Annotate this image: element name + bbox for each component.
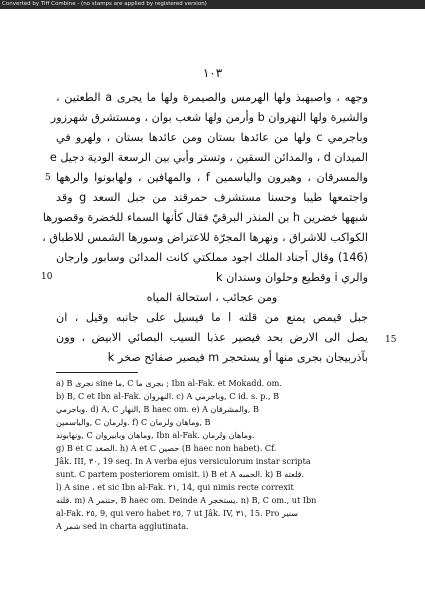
footnote-line: والياسمين, C ولرمان. f) C وماهان ولرمان, B (56, 417, 211, 427)
page-number: ١٠٣ (202, 66, 223, 80)
converter-watermark: Converted by Tiff Combine - (no stamps are applied by registered version) (0, 0, 425, 9)
footnote-line: sunt. C partem posteriorem omisit. i) B et A الحمبه. k) B قلعته. (56, 469, 305, 479)
footnote-line: b) B, C et Ibn al-Fak. النهروان. c) A وباجرمي, C id. s. p., B (56, 391, 280, 401)
text-line: والمسرقان ، وهيرون والياسمين f ، والمهافين ، ولهابونوا والرهها (56, 171, 368, 184)
text-line: والشيرة ولها النهروان b وأرمن ولها شعب بوان ، ومستشرق شهرزور (50, 111, 368, 124)
footnote-line: وباجرمي. d) A, C النهار, B haec om. e) A والمشرقان, B (56, 404, 259, 414)
text-line: الكواكب للاشراق ، ونهرها المجرّة للاعتراض وسورها الشمس للاطباق ، (42, 231, 368, 244)
text-line: شبهها خضرين h بن المنذر البرقيّ فقال كأنها السماء للخضرة وقصورها (42, 211, 368, 224)
footnote-line: Jâk. III, ٣٠, 19 seq. In A verba ejus versiculorum instar scripta (56, 456, 311, 466)
footnote-line: قلته. m) A حتنمر, B haec om. Deinde A يستخجر. n) B, C om., ut Ibn (56, 495, 317, 505)
footnote-separator (56, 372, 138, 373)
margin-line-number: 10 (41, 272, 53, 282)
text-line: بآذربيجان بجرى منها أو يستحجر m فيصير صفائح صخر k (107, 351, 368, 364)
margin-line-number: 15 (385, 335, 397, 345)
section-heading: ومن عجائب ، استحالة المياه (146, 291, 278, 304)
text-line: جبل قيمص يمنع من قلته l ما فيسيل على جانبه وقيل ، ان (56, 311, 368, 324)
margin-line-number: 5 (45, 173, 51, 183)
text-line: وباجرمي c ولها من عائدها بستان ومن عائدها بستان ، ولهرو في (56, 131, 368, 144)
text-line: وجهه ، واصبهبذ ولها الهرمس والصيمرة ولها ما يجرى a الطعتين ، (56, 91, 368, 104)
footnote-line: g) B et C الصغد. h) A et C حصين (B haec non habet). Cf. (56, 443, 277, 453)
footnote-line: al-Fak. ٢٥, 9, qui vero habet ٢٥, 7 ut Jâk. IV, ٣١, 15. Pro سنير (56, 508, 299, 518)
footnote-line: A شمر sed in charta agglutinata. (56, 521, 189, 531)
text-line: والري i وقطيع وحلوان وسندان k (216, 271, 368, 284)
text-line: يصل الى الارض بحد فيصير عذبا السيب البصائي الابيض ، وون (56, 331, 368, 344)
footnote-line: a) B نجرى sine ما, C بجرى ما ; Ibn al-Fak. et Mokadd. om. (56, 378, 282, 388)
footnote-line: l) A sine ، et sic Ibn al-Fak. ٢١, 14, qui nimis recte correxit (56, 482, 294, 492)
footnote-line: ونهابوند, C وماهان وبابيروان, Ibn al-Fak. وماهان ولرمان. (56, 430, 255, 440)
text-line: الميدان d ، والمدائن السقين ، وتستر وأبي بين الرسعة الودية دجيل e (49, 151, 368, 164)
text-line: (146) وقال أجناد الملك اجود مملكتي كانت المدائن وسابور وارجان (56, 251, 368, 264)
text-line: واجتمعها طيبا وحسنا مستشرف حمرقند من جبل السعد g وقد (56, 191, 368, 204)
